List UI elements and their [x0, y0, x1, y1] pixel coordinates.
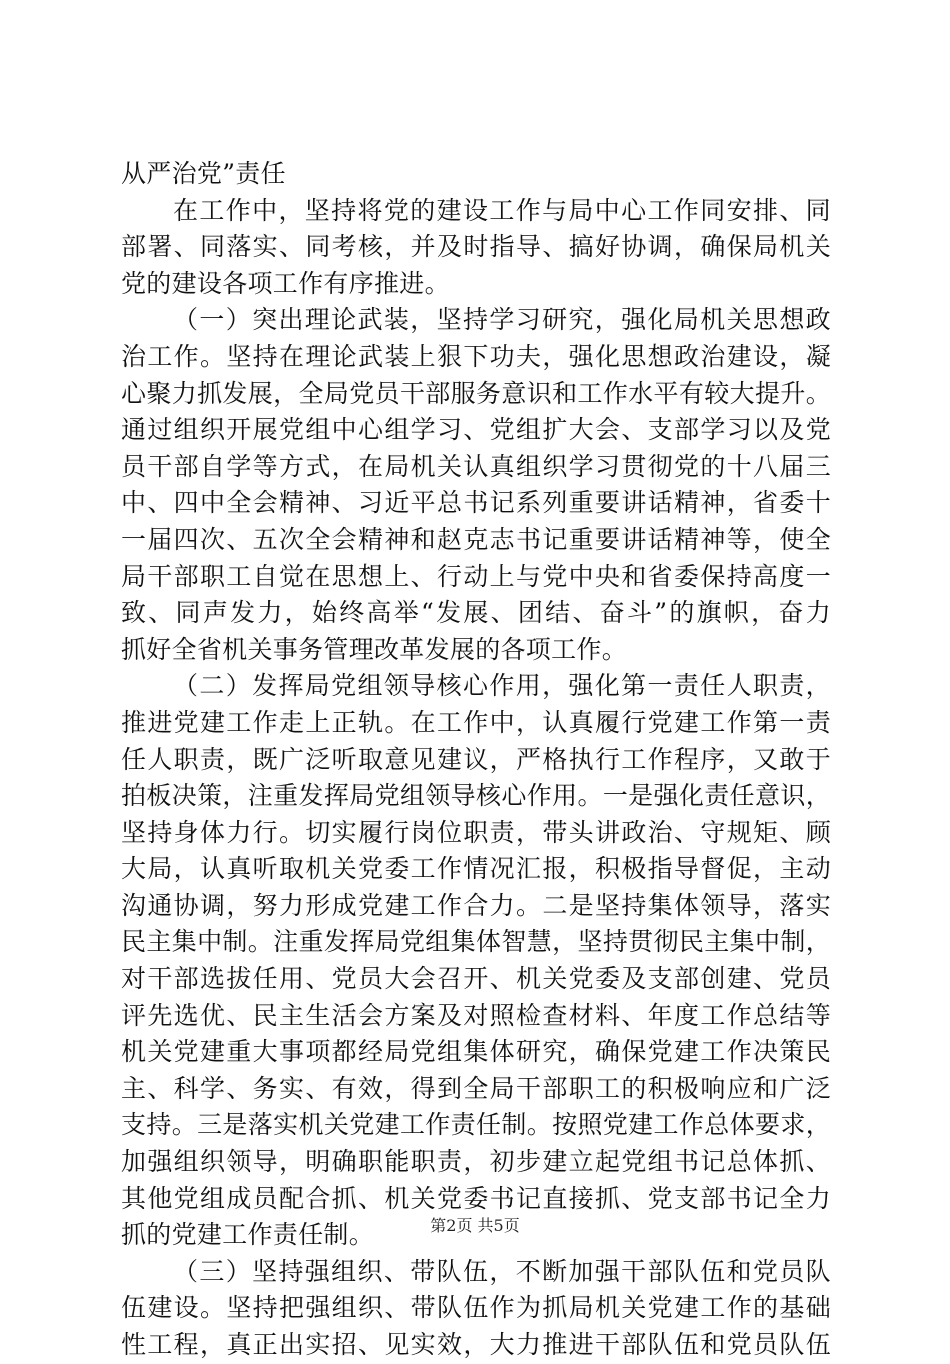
text-line: 治工作。坚持在理论武装上狠下功夫，强化思想政治建设，凝 — [121, 341, 831, 371]
text-line: 加强组织领导，明确职能职责，初步建立起党组书记总体抓、 — [121, 1147, 831, 1177]
text-line: 支持。三是落实机关党建工作责任制。按照党建工作总体要求， — [121, 1110, 831, 1140]
text-line: 心聚力抓发展，全局党员干部服务意识和工作水平有较大提升。 — [121, 378, 831, 408]
text-line: 性工程，真正出实招、见实效，大力推进干部队伍和党员队伍 — [121, 1330, 831, 1359]
text-line: 部署、同落实、同考核，并及时指导、搞好协调，确保局机关 — [121, 232, 831, 262]
text-line: 一届四次、五次全会精神和赵克志书记重要讲话精神等，使全 — [121, 524, 831, 554]
text-line: 坚持身体力行。切实履行岗位职责，带头讲政治、守规矩、顾 — [121, 817, 831, 847]
text-line: 机关党建重大事项都经局党组集体研究，确保党建工作决策民 — [121, 1037, 831, 1067]
text-line: 拍板决策，注重发挥局党组领导核心作用。一是强化责任意识， — [121, 781, 831, 811]
text-line: 抓的党建工作责任制。 — [121, 1220, 375, 1250]
text-line: 推进党建工作走上正轨。在工作中，认真履行党建工作第一责 — [121, 707, 831, 737]
text-line: （三）坚持强组织、带队伍，不断加强干部队伍和党员队 — [173, 1256, 831, 1286]
text-line: 致、同声发力，始终高举“发展、团结、奋斗”的旗帜，奋力 — [121, 598, 831, 628]
text-line: 抓好全省机关事务管理改革发展的各项工作。 — [121, 634, 628, 664]
text-line: 在工作中，坚持将党的建设工作与局中心工作同安排、同 — [173, 195, 831, 225]
text-line: （二）发挥局党组领导核心作用，强化第一责任人职责， — [173, 671, 831, 701]
text-line: 局干部职工自觉在思想上、行动上与党中央和省委保持高度一 — [121, 561, 831, 591]
text-line: 伍建设。坚持把强组织、带队伍作为抓局机关党建工作的基础 — [121, 1293, 831, 1323]
text-line: 主、科学、务实、有效，得到全局干部职工的积极响应和广泛 — [121, 1073, 831, 1103]
text-line: 民主集中制。注重发挥局党组集体智慧，坚持贯彻民主集中制， — [121, 927, 831, 957]
text-line: 中、四中全会精神、习近平总书记系列重要讲话精神，省委十 — [121, 488, 831, 518]
text-line: （一）突出理论武装，坚持学习研究，强化局机关思想政 — [173, 305, 831, 335]
page-footer: 第2页 共5页 — [430, 1216, 520, 1235]
text-line: 员干部自学等方式，在局机关认真组织学习贯彻党的十八届三 — [121, 451, 831, 481]
text-line: 其他党组成员配合抓、机关党委书记直接抓、党支部书记全力 — [121, 1183, 831, 1213]
text-line: 从严治党”责任 — [121, 159, 286, 188]
text-line: 评先选优、民主生活会方案及对照检查材料、年度工作总结等 — [121, 1000, 831, 1030]
document-body — [121, 156, 831, 1364]
text-line: 党的建设各项工作有序推进。 — [121, 268, 450, 298]
text-line: 通过组织开展党组中心组学习、党组扩大会、支部学习以及党 — [121, 415, 831, 445]
text-line: 任人职责，既广泛听取意见建议，严格执行工作程序，又敢于 — [121, 744, 831, 774]
text-line: 沟通协调，努力形成党建工作合力。二是坚持集体领导，落实 — [121, 890, 831, 920]
text-line: 对干部选拔任用、党员大会召开、机关党委及支部创建、党员 — [121, 964, 831, 994]
text-line: 大局，认真听取机关党委工作情况汇报，积极指导督促，主动 — [121, 854, 831, 884]
